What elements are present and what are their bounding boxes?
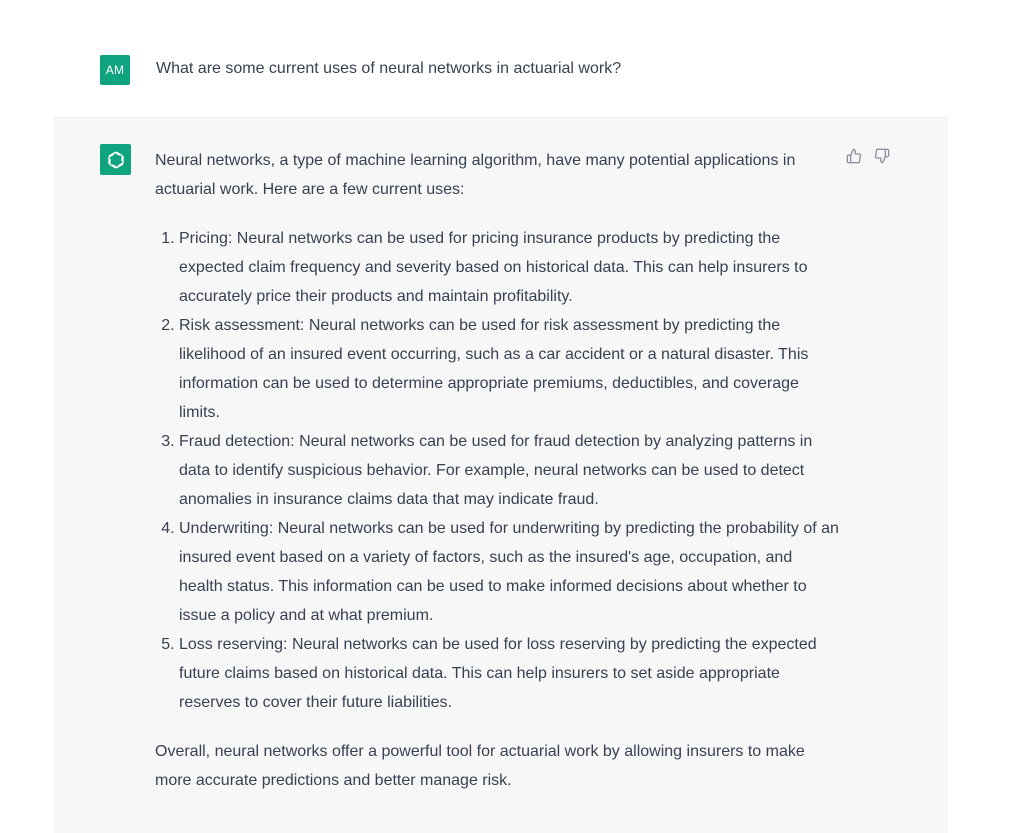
thumbs-down-icon[interactable] (873, 147, 891, 165)
assistant-intro: Neural networks, a type of machine learning algorithm, have many potential applications in actuarial work. Here are a few current uses: (155, 152, 796, 198)
openai-logo-icon (100, 144, 131, 175)
thumbs-up-icon[interactable] (845, 147, 863, 165)
uses-list (155, 224, 840, 717)
list-item: 1. Pricing: Neural networks can be used for pricing insurance products by predicting the expected claim frequency and severity based on historical data. This can help insurers to accurately price their products and maintain profitability. (179, 224, 840, 311)
list-item: 4. Underwriting: Neural networks can be used for underwriting by predicting the probability of an insured event based on a variety of factors, such as the insured's age, occupation, and health status. This information can be used to make informed decisions about whether to issue a policy and at what premium. (179, 514, 840, 630)
list-item: 3. Fraud detection: Neural networks can be used for fraud detection by analyzing patterns in data to identify suspicious behavior. For example, neural networks can be used to detect anomalies in insurance claims data that may indicate fraud. (179, 427, 840, 514)
assistant-conclusion: Overall, neural networks offer a powerful tool for actuarial work by allowing insurers to make more accurate predictions and better manage risk. (155, 743, 805, 789)
list-item: 2. Risk assessment: Neural networks can be used for risk assessment by predicting the likelihood of an insured event occurring, such as a car accident or a natural disaster. This information can be used to determine appropriate premiums, deductibles, and coverage limits. (179, 311, 840, 427)
user-message-text: What are some current uses of neural networks in actuarial work? (156, 60, 622, 77)
user-avatar: AM (100, 55, 130, 85)
user-message-row (0, 0, 1036, 117)
list-item: 5. Loss reserving: Neural networks can be used for loss reserving by predicting the expected future claims based on historical data. This can help insurers to set aside appropriate reserves to cover their future liabilities. (179, 630, 840, 717)
feedback-buttons (845, 147, 891, 165)
assistant-message-content (155, 146, 840, 795)
assistant-message-row (54, 117, 948, 833)
